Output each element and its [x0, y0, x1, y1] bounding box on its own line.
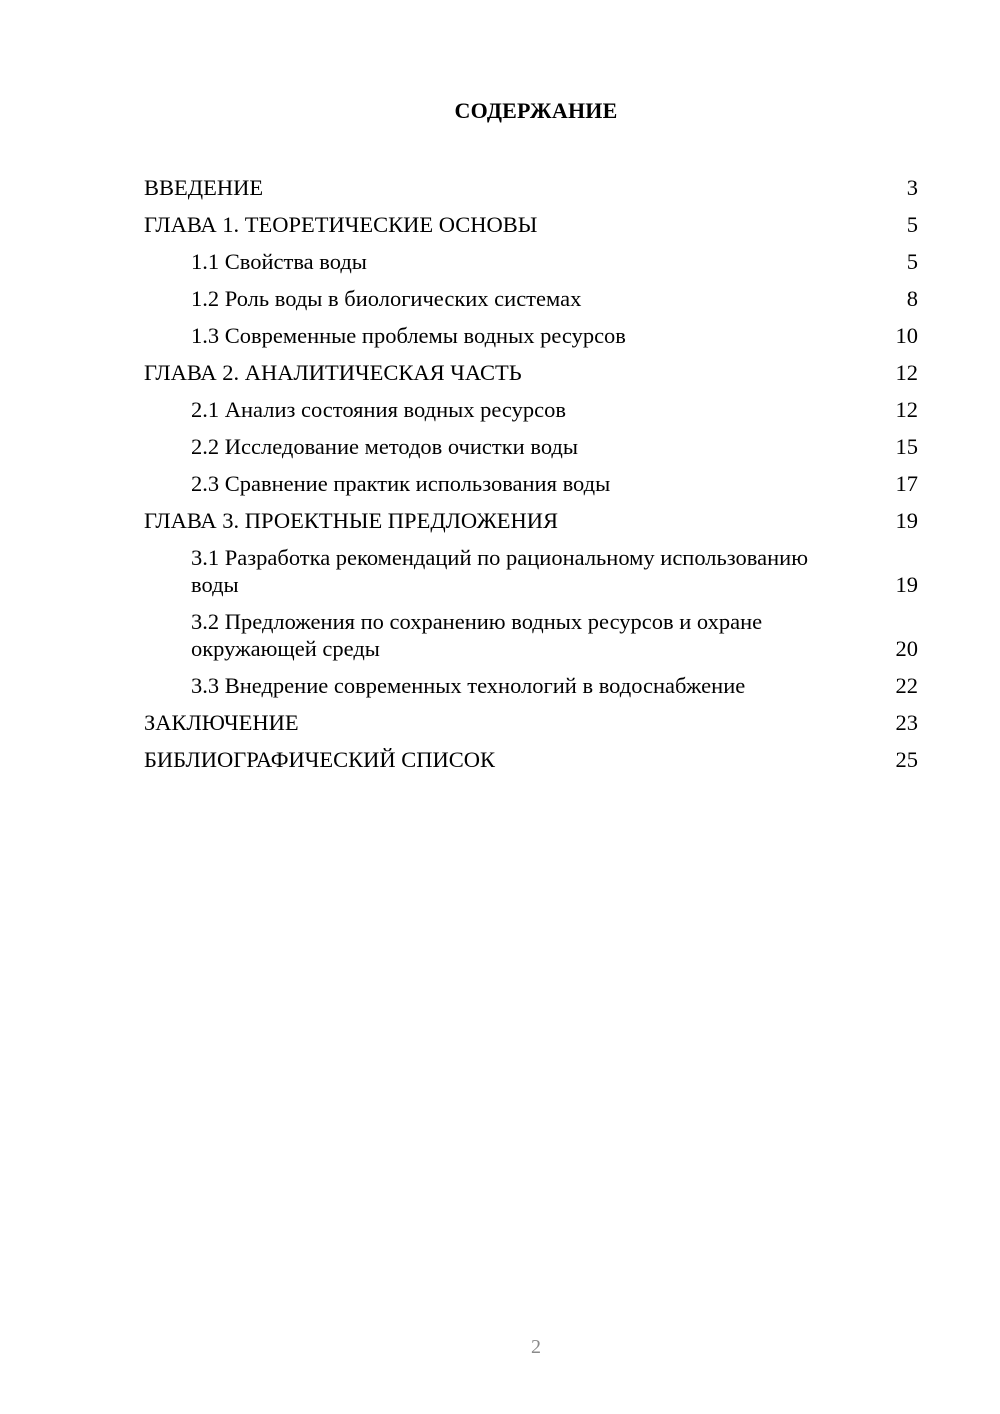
toc-entry-title: ВВЕДЕНИЕ	[144, 175, 264, 200]
toc-entry	[144, 667, 918, 704]
toc-entry-page: 10	[895, 323, 918, 348]
toc-entry-page: 5	[906, 212, 918, 237]
toc-entry	[144, 280, 918, 317]
toc-entry-title: 2.1 Анализ состояния водных ресурсов	[191, 397, 566, 422]
toc-entry-page: 20	[895, 636, 918, 661]
toc-entry-page: 19	[895, 508, 918, 533]
toc-entry-title: ГЛАВА 1. ТЕОРЕТИЧЕСКИЕ ОСНОВЫ	[144, 212, 538, 237]
toc-entry-title: 1.3 Современные проблемы водных ресурсов	[191, 323, 626, 348]
toc-entry-title: 3.1 Разработка рекомендаций по рациональному использованию воды	[191, 545, 809, 597]
toc-entry-page: 3	[906, 175, 918, 200]
toc-entry	[144, 243, 918, 280]
toc-entry-page: 19	[895, 572, 918, 597]
toc-entry-page: 22	[895, 673, 918, 698]
toc-entry-page: 17	[895, 471, 918, 496]
toc-entry	[144, 502, 918, 539]
toc-entry-page: 25	[895, 747, 918, 772]
toc-entry-page: 12	[895, 360, 918, 385]
toc-entry	[144, 741, 918, 778]
toc-entry-title: 1.1 Свойства воды	[191, 249, 367, 274]
toc-entry-page: 5	[906, 249, 918, 274]
table-of-contents	[144, 169, 918, 778]
toc-entry	[144, 465, 918, 502]
toc-entry-title: 3.3 Внедрение современных технологий в водоснабжение	[191, 673, 746, 698]
toc-entry-page: 23	[895, 710, 918, 735]
toc-entry	[144, 206, 918, 243]
toc-entry	[144, 603, 918, 667]
toc-entry-title: ГЛАВА 3. ПРОЕКТНЫЕ ПРЕДЛОЖЕНИЯ	[144, 508, 559, 533]
toc-entry-title: 2.3 Сравнение практик использования воды	[191, 471, 611, 496]
toc-entry-page: 15	[895, 434, 918, 459]
toc-entry-page: 8	[906, 286, 918, 311]
toc-entry	[144, 317, 918, 354]
page-number: 2	[531, 1336, 541, 1358]
toc-entry	[144, 539, 918, 603]
toc-entry-title: ЗАКЛЮЧЕНИЕ	[144, 710, 299, 735]
toc-entry	[144, 704, 918, 741]
toc-entry	[144, 354, 918, 391]
toc-entry-title: 2.2 Исследование методов очистки воды	[191, 434, 578, 459]
toc-entry	[144, 428, 918, 465]
toc-entry-page: 12	[895, 397, 918, 422]
toc-entry	[144, 169, 918, 206]
toc-entry-title: БИБЛИОГРАФИЧЕСКИЙ СПИСОК	[144, 747, 496, 772]
toc-heading: СОДЕРЖАНИЕ	[454, 98, 618, 123]
toc-entry-title: 1.2 Роль воды в биологических системах	[191, 286, 582, 311]
toc-entry	[144, 391, 918, 428]
toc-entry-title: 3.2 Предложения по сохранению водных ресурсов и охране окружающей среды	[191, 609, 763, 661]
toc-entry-title: ГЛАВА 2. АНАЛИТИЧЕСКАЯ ЧАСТЬ	[144, 360, 522, 385]
